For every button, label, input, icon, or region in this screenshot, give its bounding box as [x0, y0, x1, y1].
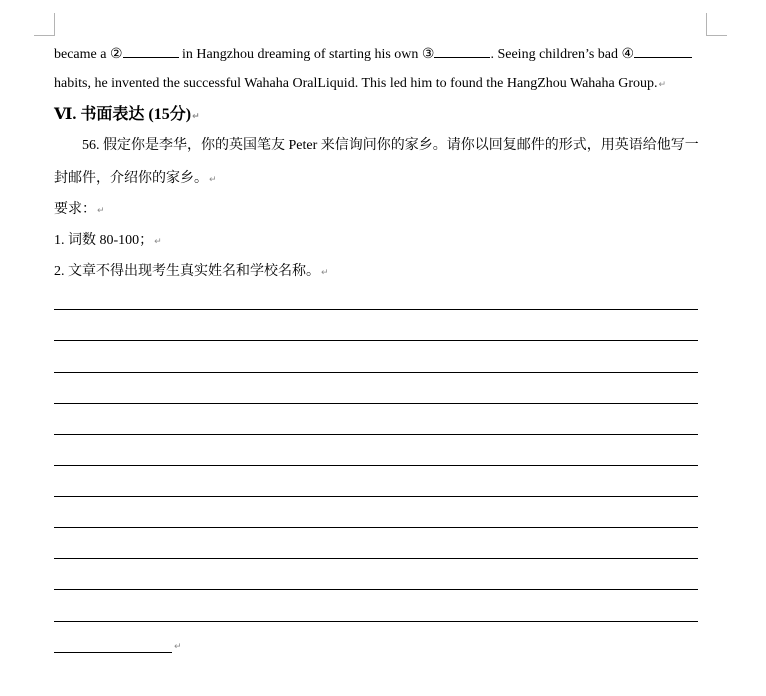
blank-2[interactable] — [123, 44, 179, 58]
writing-line[interactable] — [54, 309, 698, 310]
passage-line-2 — [54, 75, 666, 94]
section-heading-text: Ⅵ. 书面表达 (15分) — [54, 106, 192, 123]
requirement-text: 1. 词数 80-100； — [54, 233, 154, 248]
paragraph-mark-icon: ↵ — [658, 80, 667, 90]
section-heading — [54, 106, 200, 126]
requirements-label-text: 要求： — [54, 202, 96, 217]
passage-text: habits, he invented the successful Wahaha OralLiquid. This led him to found the HangZhou Wahaha Group. — [54, 76, 658, 91]
prompt-text: 56. 假定你是李华，你的英国笔友 Peter 来信询问你的家乡。请你以回复邮件的形式，用英语给他写一 — [82, 138, 699, 153]
page-corner-mark-top-right — [706, 13, 727, 36]
passage-text: . Seeing children’s bad ④ — [490, 47, 635, 62]
writing-line[interactable] — [54, 621, 698, 622]
paragraph-mark-icon: ↵ — [154, 237, 162, 247]
passage-line-1 — [54, 44, 692, 64]
passage-text: became a ② — [54, 47, 123, 62]
requirement-2 — [54, 263, 329, 282]
paragraph-mark-icon: ↵ — [192, 112, 200, 122]
paragraph-mark-icon: ↵ — [97, 206, 105, 216]
page-corner-mark-top-left — [34, 13, 55, 36]
prompt-line-2 — [54, 170, 217, 189]
writing-line[interactable] — [54, 434, 698, 435]
requirement-1 — [54, 232, 162, 251]
writing-line[interactable] — [54, 340, 698, 341]
writing-line-short[interactable] — [54, 652, 172, 653]
blank-3[interactable] — [434, 44, 490, 58]
writing-line[interactable] — [54, 527, 698, 528]
blank-4[interactable] — [634, 44, 692, 58]
prompt-line-1 — [82, 137, 699, 155]
writing-line[interactable] — [54, 465, 698, 466]
writing-line[interactable] — [54, 403, 698, 404]
paragraph-mark-icon: ↵ — [174, 642, 182, 652]
writing-line[interactable] — [54, 558, 698, 559]
writing-line[interactable] — [54, 372, 698, 373]
passage-text: in Hangzhou dreaming of starting his own ③ — [178, 47, 435, 62]
prompt-text: 封邮件，介绍你的家乡。 — [54, 171, 208, 186]
requirement-text: 2. 文章不得出现考生真实姓名和学校名称。 — [54, 264, 320, 279]
requirements-label — [54, 201, 105, 220]
paragraph-mark-icon: ↵ — [209, 175, 217, 185]
paragraph-mark-icon: ↵ — [321, 268, 329, 278]
writing-line[interactable] — [54, 589, 698, 590]
writing-line[interactable] — [54, 496, 698, 497]
